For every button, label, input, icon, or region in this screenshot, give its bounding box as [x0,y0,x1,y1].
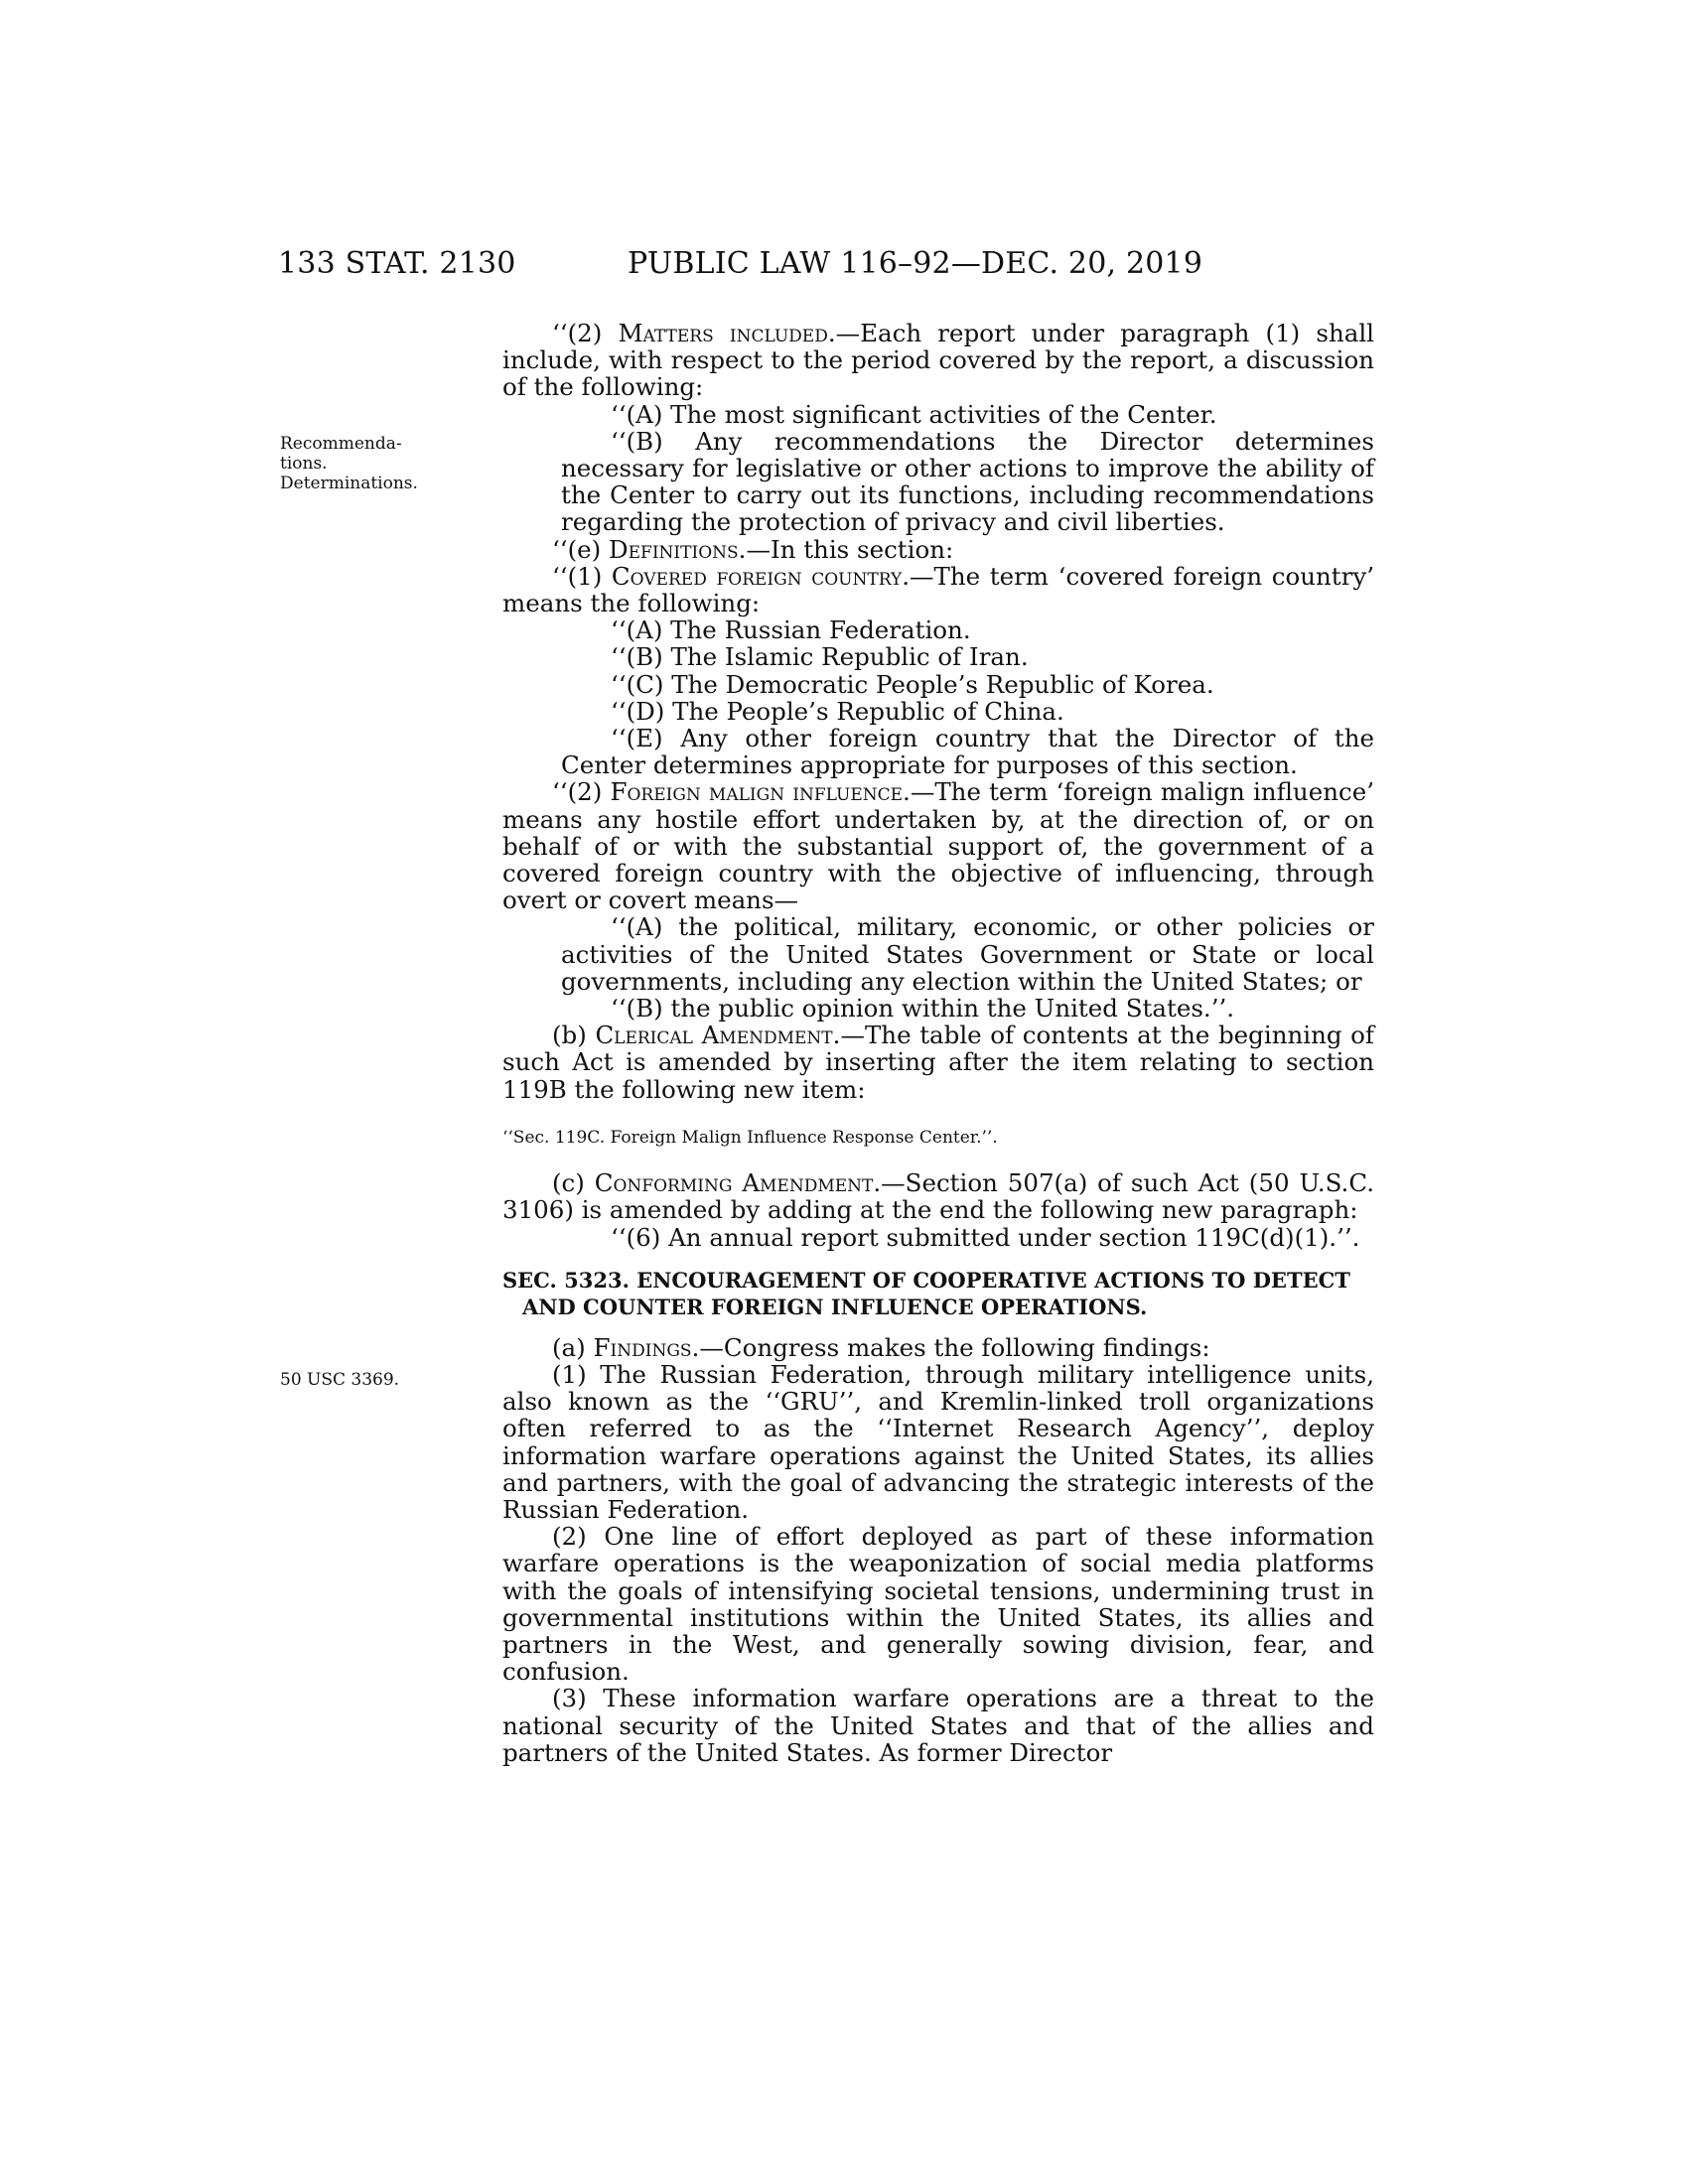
paragraph: ‘‘(A) the political, military, economic, or other policies or activities of the United States Government or State or local governments, including any election within the United States; or [561,912,1374,996]
document-body [502,320,1374,1766]
paragraph: ‘‘(B) the public opinion within the United States.’’. [611,994,1235,1024]
paragraph: ‘‘(C) The Democratic People’s Republic of Korea. [611,669,1214,699]
paragraph: (3) These information warfare operations are a threat to the national security of the United States and that of the allies and partners of the United States. As former Director [502,1684,1374,1767]
paragraph: ‘‘(E) Any other foreign country that the Director of the Center determines appropriate for purposes of this section. [561,724,1374,780]
margin-note-line: tions. [280,454,328,474]
page-stat-number: 133 STAT. 2130 [278,246,516,281]
margin-note-line: Recommenda- [280,434,402,454]
paragraph-covered-foreign-country: ‘‘(1) Covered foreign country.—The term ‘covered foreign country’ means the following: [502,561,1374,618]
paragraph: ‘‘(B) Any recommendations the Director determines necessary for legislative or other actions to improve the ability of the Center to carry out its functions, including recommendations regarding the protection of privacy and civil liberties. [561,426,1374,537]
margin-note-line: Determinations. [280,474,418,493]
margin-note-recommendations [280,434,469,493]
running-header: PUBLIC LAW 116–92—DEC. 20, 2019 [628,246,1203,281]
margin-note-usc: 50 USC 3369. [280,1370,400,1390]
toc-item: ‘‘Sec. 119C. Foreign Malign Influence Response Center.’’. [502,1127,998,1148]
section-heading: SEC. 5323. ENCOURAGEMENT OF COOPERATIVE ACTIONS TO DETECT AND COUNTER FOREIGN INFLUENCE OPERATIONS. [502,1267,1350,1319]
paragraph-findings: (a) Findings.—Congress makes the following findings: [552,1332,1210,1362]
paragraph-foreign-malign-influence: ‘‘(2) Foreign malign influence.—The term ‘foreign malign influence’ means any hostile effort undertaken by, at the direction of, or on behalf of or with the substantial support of, the government of a covered foreign country with the objective of influencing, through overt or covert means— [502,777,1374,915]
paragraph: ‘‘(A) The most significant activities of the Center. [611,399,1217,429]
paragraph-conforming-amendment: (c) Conforming Amendment.—Section 507(a) of such Act (50 U.S.C. 3106) is amended by adding at the end the following new paragraph: [502,1168,1374,1225]
paragraph: (2) One line of effort deployed as part of these information warfare operations is the weaponization of social media platforms with the goals of intensifying societal tensions, undermining trust in governmental institutions within the United States, its allies and partners in the West, and generally sowing division, fear, and confusion. [502,1522,1374,1687]
paragraph: ‘‘(6) An annual report submitted under section 119C(d)(1).’’. [611,1222,1360,1252]
paragraph-matters-included: ‘‘(2) Matters included.—Each report under paragraph (1) shall include, with respect to the period covered by the report, a discussion of the following: [502,319,1375,402]
paragraph: ‘‘(A) The Russian Federation. [611,615,971,645]
paragraph-clerical-amendment: (b) Clerical Amendment.—The table of contents at the beginning of such Act is amended by inserting after the item relating to section 119B the following new item: [502,1021,1374,1104]
paragraph: ‘‘(D) The People’s Republic of China. [611,696,1064,726]
paragraph-definitions: ‘‘(e) Definitions.—In this section: [552,534,954,564]
paragraph: (1) The Russian Federation, through military intelligence units, also known as the ‘‘GRU’’, and Kremlin-linked troll organizations often referred to as the ‘‘Internet Research Agency’’, deploy information warfare operations against the United States, its allies and partners, with the goal of advancing the strategic interests of the Russian Federation. [502,1359,1374,1524]
paragraph: ‘‘(B) The Islamic Republic of Iran. [611,642,1029,672]
